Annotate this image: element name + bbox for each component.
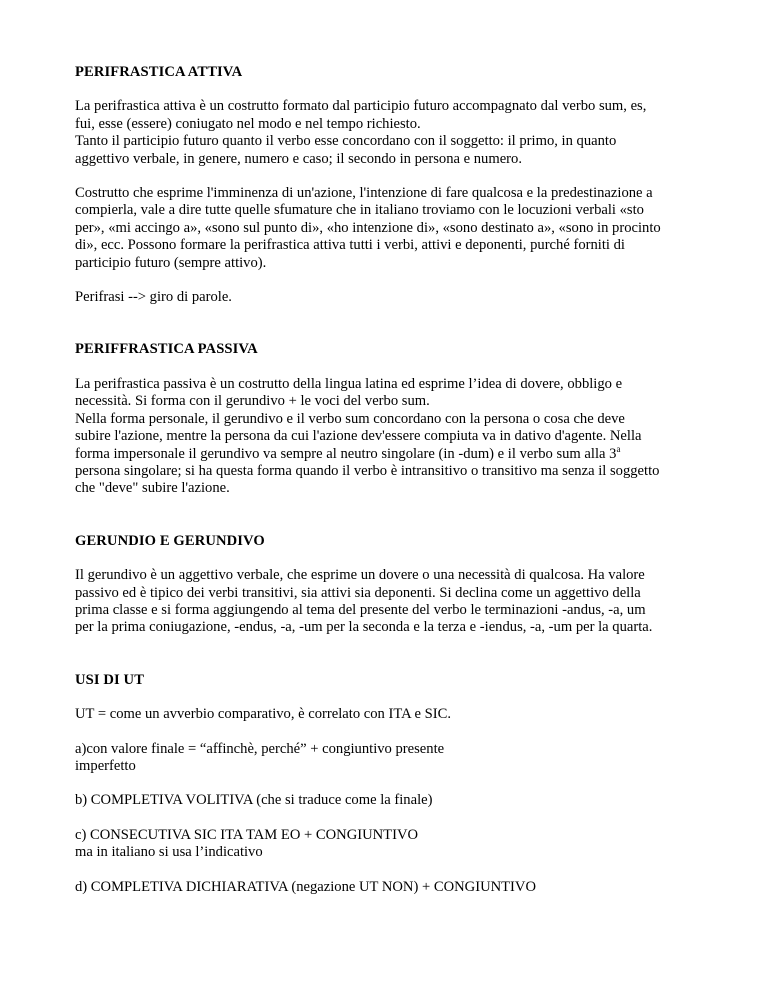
- text-line: Perifrasi --> giro di parole.: [75, 289, 232, 306]
- text-line: aggettivo verbale, in genere, numero e caso; il secondo in persona e numero.: [75, 150, 522, 167]
- text-line: participio futuro (sempre attivo).: [75, 254, 267, 271]
- text-line: persona singolare; si ha questa forma quando il verbo è intransitivo o transitivo ma senza il soggetto: [75, 462, 660, 479]
- text-line: [75, 443, 700, 463]
- document-page: [75, 64, 700, 896]
- paragraph: [75, 289, 700, 306]
- text-line: necessità. Si forma con il gerundivo + le voci del verbo sum.: [75, 393, 430, 410]
- text-line: per la prima coniugazione, -endus, -a, -um per la seconda e la terza e -iendus, -a, -um per la quarta.: [75, 619, 653, 636]
- text-line: passivo ed è tipico dei verbi transitivi, sia attivi sia deponenti. Si declina come un aggettivo della: [75, 584, 641, 601]
- text-line: ma in italiano si usa l’indicativo: [75, 844, 263, 861]
- text-line: Tanto il participio futuro quanto il verbo esse concordano con il soggetto: il primo, in quanto: [75, 133, 617, 150]
- text-line: per», «mi accingo a», «sono sul punto di», «ho intenzione di», «sono destinato a», «sono in procinto: [75, 219, 661, 236]
- text-line: Il gerundivo è un aggettivo verbale, che esprime un dovere o una necessità di qualcosa. Ha valore: [75, 567, 645, 584]
- section-heading-perifrastica-attiva: PERIFRASTICA ATTIVA: [75, 64, 243, 80]
- text-line: b) COMPLETIVA VOLITIVA (che si traduce come la finale): [75, 792, 433, 809]
- paragraph: [75, 879, 700, 896]
- text-line: fui, esse (essere) coniugato nel modo e nel tempo richiesto.: [75, 115, 421, 132]
- paragraph: [75, 741, 700, 776]
- text-line: imperfetto: [75, 757, 136, 774]
- section-heading-gerundio-gerundivo: GERUNDIO E GERUNDIVO: [75, 532, 265, 549]
- text-line: a)con valore finale = “affinchè, perché” + congiuntivo presente: [75, 740, 445, 757]
- text-line: La perifrastica passiva è un costrutto della lingua latina ed esprime l’idea di dovere, obbligo e: [75, 375, 623, 392]
- paragraph: [75, 185, 700, 272]
- text-line: c) CONSECUTIVA SIC ITA TAM EO + CONGIUNTIVO: [75, 826, 419, 843]
- text-line: compierla, vale a dire tutte quelle sfumature che in italiano troviamo con le locuzioni verbali «sto: [75, 202, 644, 219]
- paragraph: [75, 706, 700, 723]
- paragraph: [75, 376, 700, 498]
- text-line: d) COMPLETIVA DICHIARATIVA (negazione UT NON) + CONGIUNTIVO: [75, 878, 536, 895]
- text-fragment: forma impersonale il gerundivo va sempre al neutro singolare (in -dum) e il verbo sum alla 3: [75, 445, 617, 462]
- paragraph: [75, 98, 700, 168]
- section-heading-usi-di-ut: USI DI UT: [75, 671, 145, 688]
- text-line: subire l'azione, mentre la persona da cui l'azione dev'essere compiuta va in dativo d'agente. Nella: [75, 428, 642, 445]
- text-line: di», ecc. Possono formare la perifrastica attiva tutti i verbi, attivi e deponenti, purché forniti di: [75, 237, 625, 254]
- text-line: UT = come un avverbio comparativo, è correlato con ITA e SIC.: [75, 706, 451, 723]
- paragraph: [75, 567, 700, 637]
- text-line: Nella forma personale, il gerundivo e il verbo sum concordano con la persona o cosa che deve: [75, 410, 625, 427]
- paragraph: [75, 827, 700, 862]
- section-heading-periffrastica-passiva: PERIFFRASTICA PASSIVA: [75, 341, 258, 358]
- text-line: La perifrastica attiva è un costrutto formato dal participio futuro accompagnato dal verbo sum, es,: [75, 98, 647, 115]
- superscript: a: [616, 443, 621, 454]
- text-line: che "deve" subire l'azione.: [75, 480, 230, 497]
- text-line: Costrutto che esprime l'imminenza di un'azione, l'intenzione di fare qualcosa e la predestinazione a: [75, 185, 653, 202]
- paragraph: [75, 792, 700, 809]
- text-line: prima classe e si forma aggiungendo al tema del presente del verbo le terminazioni -andus, -a, um: [75, 601, 646, 618]
